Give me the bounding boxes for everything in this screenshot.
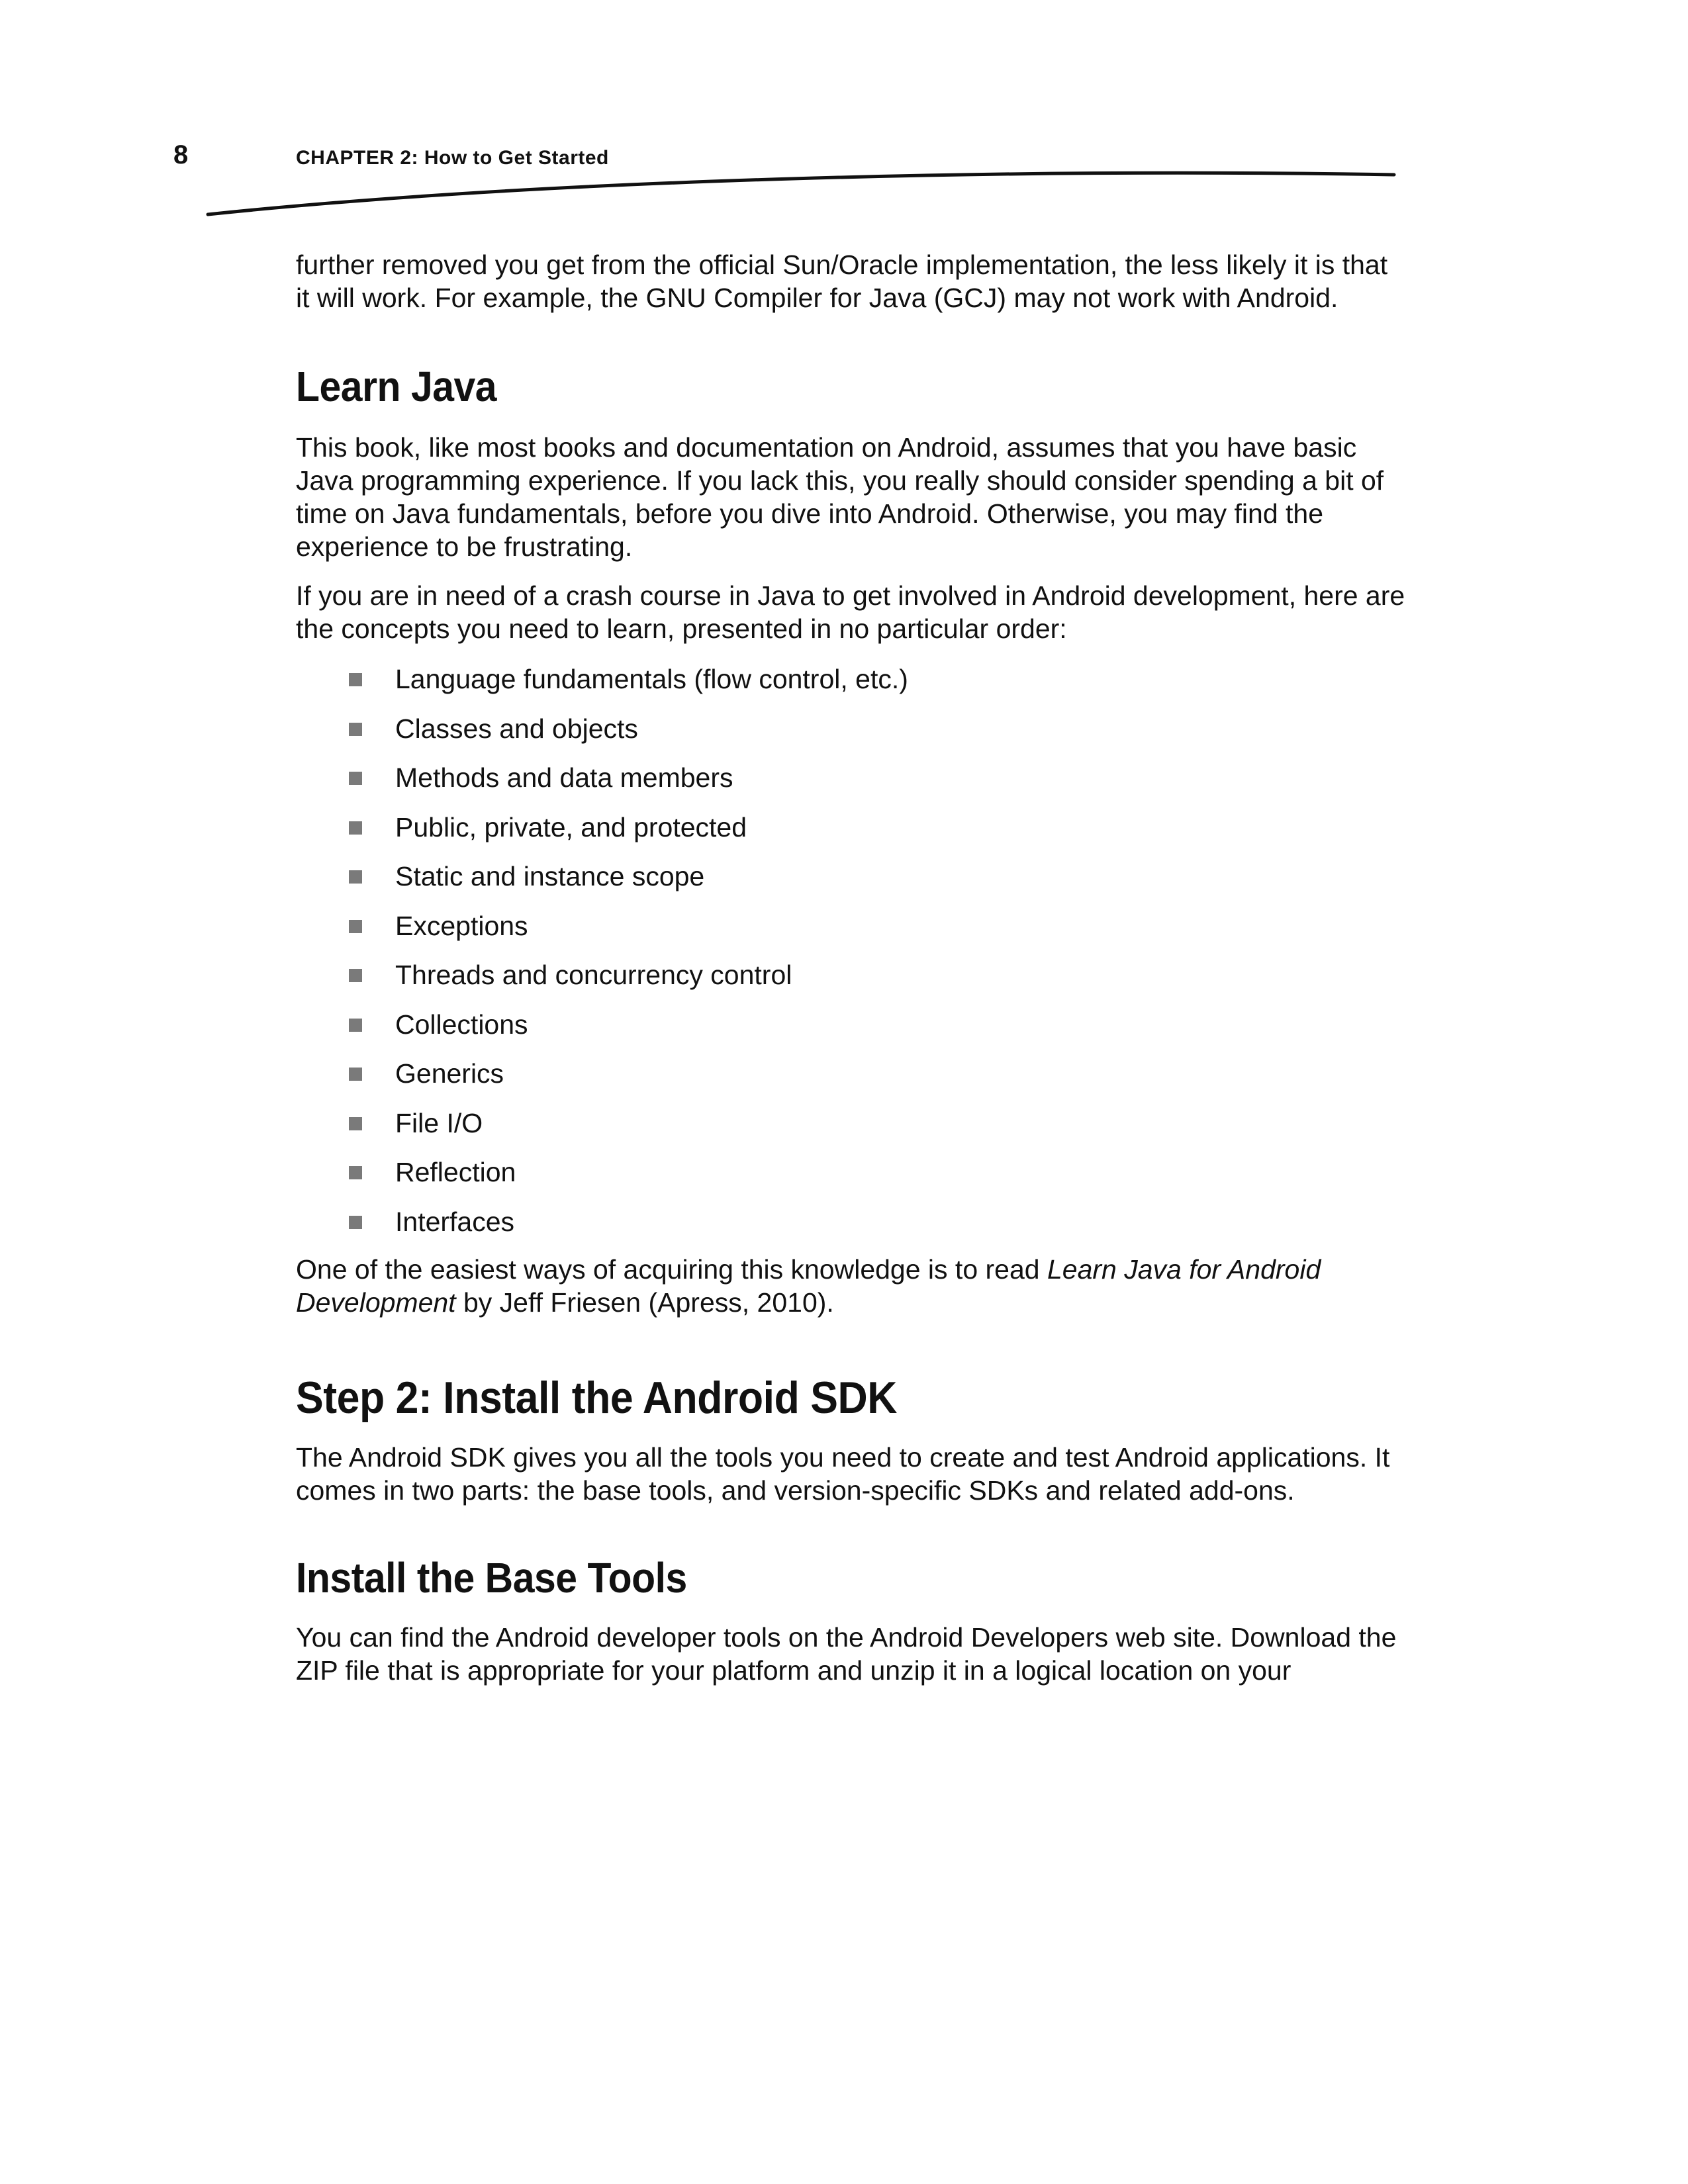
list-item: Collections: [296, 1008, 1408, 1041]
learn-java-closing-paragraph: One of the easiest ways of acquiring this knowledge is to read Learn Java for Android Development by Jeff Friesen (Apress, 2010).: [296, 1254, 1321, 1318]
learn-java-heading: Learn Java: [296, 363, 497, 410]
base-tools-paragraph: You can find the Android developer tools on the Android Developers web site. Download the ZIP file that is appropriate for your platform and unzip it in a logical location on your: [296, 1622, 1397, 1686]
list-item: File I/O: [296, 1107, 1408, 1140]
header-swoosh-rule: [205, 167, 1397, 226]
list-item: Reflection: [296, 1156, 1408, 1189]
bullet-square-icon: [349, 772, 362, 785]
list-item: Classes and objects: [296, 712, 1408, 745]
list-item: Methods and data members: [296, 761, 1408, 794]
list-item: Language fundamentals (flow control, etc.): [296, 662, 1408, 696]
bullet-square-icon: [349, 969, 362, 982]
base-tools-heading: Install the Base Tools: [296, 1554, 687, 1602]
bullet-square-icon: [349, 1019, 362, 1032]
page-number: 8: [173, 140, 189, 169]
list-item: Interfaces: [296, 1205, 1408, 1238]
page-content: [296, 248, 1408, 1687]
bullet-square-icon: [349, 821, 362, 835]
list-item: Exceptions: [296, 909, 1408, 942]
step2-paragraph: The Android SDK gives you all the tools you need to create and test Android applications. It comes in two parts: the base tools, and version-specific SDKs and related add-ons.: [296, 1442, 1390, 1506]
running-head: CHAPTER 2: How to Get Started: [296, 147, 609, 169]
learn-java-paragraph-2: If you are in need of a crash course in Java to get involved in Android development, here are the concepts you need to learn, presented in no particular order:: [296, 580, 1405, 644]
bullet-square-icon: [349, 920, 362, 933]
bullet-square-icon: [349, 1117, 362, 1130]
list-item: Static and instance scope: [296, 860, 1408, 893]
bullet-square-icon: [349, 870, 362, 884]
bullet-square-icon: [349, 673, 362, 686]
list-item: Generics: [296, 1057, 1408, 1090]
book-title: Learn Java for Android Development: [296, 1254, 1321, 1318]
intro-paragraph: further removed you get from the official Sun/Oracle implementation, the less likely it is that it will work. For example, the GNU Compiler for Java (GCJ) may not work with Android.: [296, 250, 1388, 313]
bullet-square-icon: [349, 1166, 362, 1179]
step2-heading: Step 2: Install the Android SDK: [296, 1373, 897, 1423]
concepts-list: [296, 662, 1408, 1238]
bullet-square-icon: [349, 1216, 362, 1229]
bullet-square-icon: [349, 723, 362, 736]
learn-java-paragraph-1: This book, like most books and documentation on Android, assumes that you have basic Java programming experience. If you lack this, you really should consider spending a bit of time on Java fundamentals, before you dive into Android. Otherwise, you may find the experience to be frustrating.: [296, 432, 1384, 562]
list-item: Public, private, and protected: [296, 811, 1408, 844]
bullet-square-icon: [349, 1068, 362, 1081]
list-item: Threads and concurrency control: [296, 958, 1408, 991]
